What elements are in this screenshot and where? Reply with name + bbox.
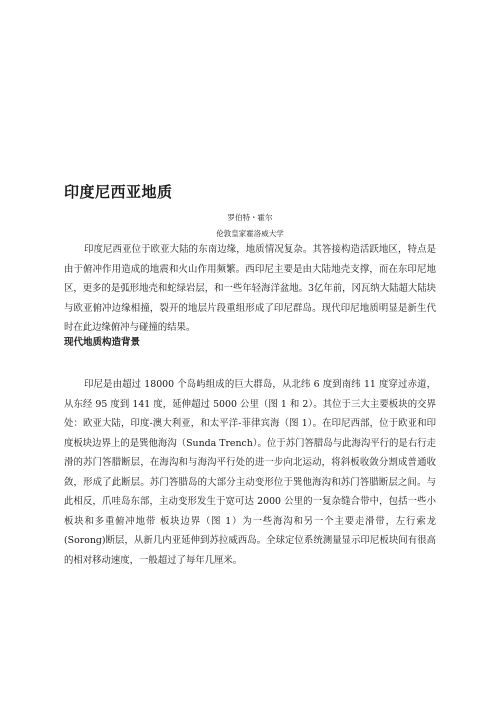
author-name: 罗伯特・霍尔 <box>227 213 273 222</box>
document-title: 印度尼西亚地质 <box>64 183 173 201</box>
section-heading: 现代地质构造背景 <box>64 337 141 348</box>
section-paragraph: 印尼是由超过 18000 个岛屿组成的巨大群岛，从北纬 6 度到南纬 11 度穿过赤道，从东经 95 度到 141 度，延伸超过 5000 公里（图 1 和 2）。其位于三大主要板块的交界处：欧亚大陆，印度-澳大利亚，和太平洋-菲律宾海（图 1）。在印尼西部，位于欧亚和印度板块边界上的是巽他海沟（Sunda Trench）。位于苏门答腊岛与此海沟平行的是右行走滑的苏门答腊断层，在海沟和与海沟平行处的进一步向北运动，将斜板收敛分割成普通收敛，形成了此断层。苏门答腊岛的大部分主动变形位于巽他海沟和苏门答腊断层之间。与此相反，爪哇岛东部，主动变形发生于宽可达 2000 公里的一复杂缝合带中，包括一些小板块和多重俯冲地带 板块边界（图 1）为一些海沟和另一个主要走滑带，左行索龙(Sorong)断层，从新几内亚延伸到苏拉威西岛。全球定位系统测量显示印尼板块间有很高的相对移动速度，一般超过了每年几厘米。 <box>64 379 436 566</box>
author-affiliation: 伦敦皇家霍洛威大学 <box>216 229 284 238</box>
intro-paragraph: 印度尼西亚位于欧亚大陆的东南边缘，地质情况复杂。其答接构造活跃地区，特点是由于俯冲作用造成的地震和火山作用频繁。西印尼主要是由大陆地壳支撑，而在东印尼地区，更多的是弧形地壳和蛇绿岩层，和一些年轻海洋盆地。3亿年前，冈瓦纳大陆超大陆块与欧亚俯冲边缘相撞，裂开的地层片段重组形成了印尼群岛。现代印尼地质明显是新生代时在此边缘俯冲与碰撞的结果。 <box>64 244 436 333</box>
